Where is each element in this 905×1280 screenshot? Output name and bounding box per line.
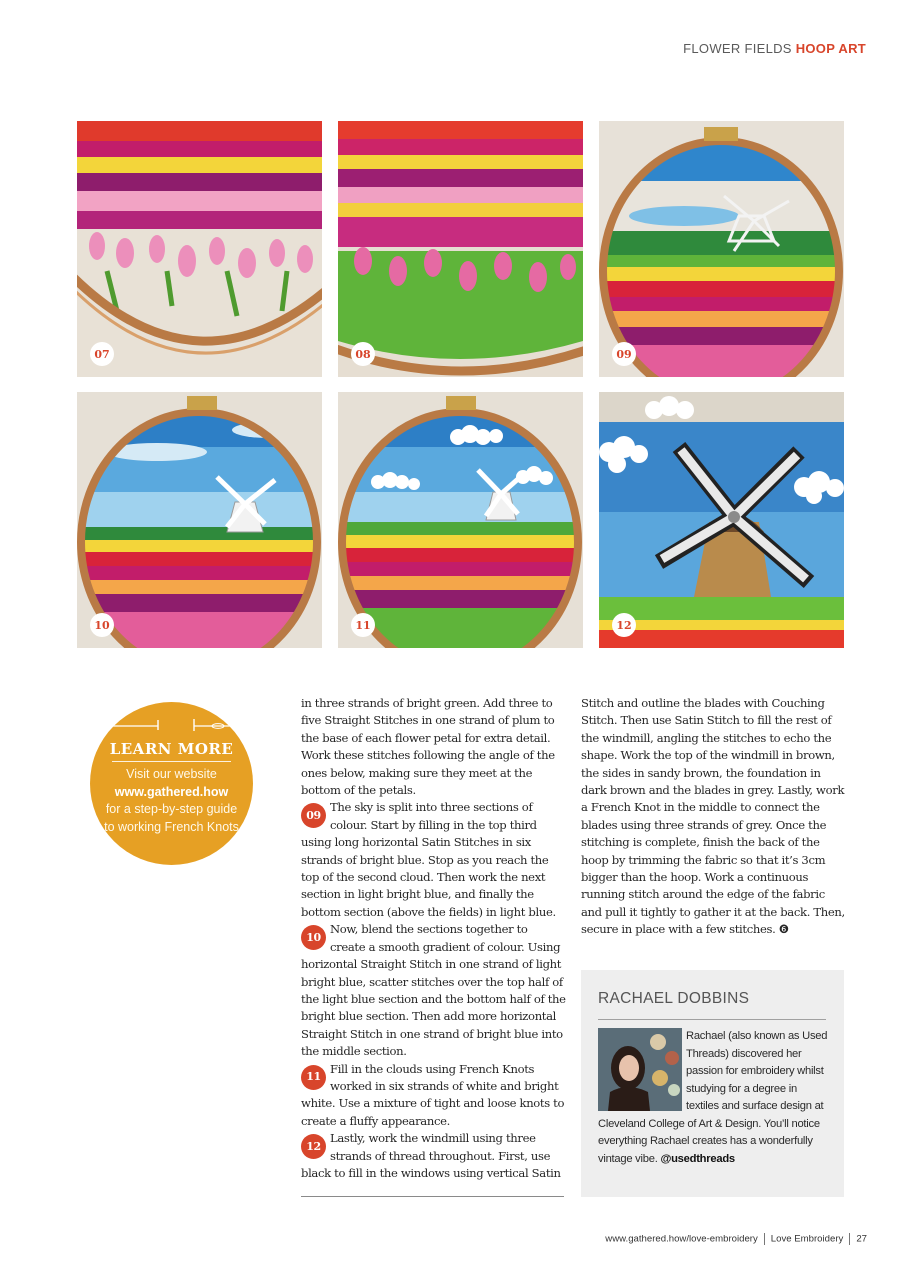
footer-url[interactable]: www.gathered.how/love-embroidery (605, 1233, 758, 1245)
learn-more-line1: Visit our website (126, 767, 217, 781)
step-09-paragraph (301, 799, 566, 921)
step-badge: 07 (90, 342, 114, 366)
divider (301, 1196, 564, 1197)
end-mark-icon: ❻ (778, 922, 789, 937)
step-number-badge: 11 (301, 1065, 326, 1090)
author-bio-paragraph: Rachael (also known as Used Threads) discovered her passion for embroidery whilst studying for a degree in textiles and surface design at Cleveland College of Art & Design. You’ll notice everything Rachael creates has a wonderfully vintage vibe. (598, 1030, 828, 1165)
step-12-continued (581, 695, 847, 939)
needle-icon (108, 716, 238, 734)
step-photo-09 (599, 121, 844, 377)
step-badge: 11 (351, 613, 375, 637)
step-11-paragraph (301, 1061, 566, 1131)
step-photo-12 (599, 392, 844, 648)
step-number-badge: 10 (301, 925, 326, 950)
divider (112, 761, 231, 762)
learn-more-callout (90, 702, 253, 865)
learn-more-body (100, 766, 243, 836)
step-photo-08 (338, 121, 583, 377)
author-name: RACHAEL DOBBINS (598, 990, 750, 1007)
step-09-text: The sky is split into three sections of colour. Start by filling in the top third using long horizontal Satin Stitches in six strands of bright blue. Stop as you reach the top of the second cloud. Then work the next section in light bright blue, and finally the bottom section (above the fields) in light blue. (301, 800, 556, 919)
author-handle[interactable]: @usedthreads (660, 1152, 735, 1165)
step-11-text: Fill in the clouds using French Knots worked in six strands of white and bright white. Use a mixture of tight and loose knots to create a fluffy appearance. (301, 1061, 565, 1128)
step-photo-07 (77, 121, 322, 377)
article-intro: in three strands of bright green. Add three to five Straight Stitches in one strand of plum to the base of each flower petal for extra detail. Work these stitches following the angle of the ones below, making sure they meet at the bottom of the petals. (301, 696, 555, 798)
step-photo-11 (338, 392, 583, 648)
article-column-middle (301, 695, 566, 1182)
step-badge: 08 (351, 342, 375, 366)
step-badge: 12 (612, 613, 636, 637)
article-column-right (581, 695, 847, 939)
running-header (683, 41, 866, 56)
step-number-badge: 09 (301, 803, 326, 828)
learn-more-link[interactable]: www.gathered.how (114, 784, 229, 799)
step-12-text: Lastly, work the windmill using three strands of thread throughout. First, use black to fill in the windows using vertical Satin (301, 1131, 561, 1180)
page-number: 27 (856, 1233, 867, 1245)
section-label: FLOWER FIELDS (683, 41, 792, 56)
step-10-text: Now, blend the sections together to create a smooth gradient of colour. Using horizontal Straight Stitch in one strand of light bright blue, scatter stitches over the top half of the light blue section and the bottom half of the bright blue section. Then add more horizontal Straight Stitch in one strand of bright blue into the middle section. (301, 922, 566, 1059)
author-bio-box (581, 970, 844, 1197)
step-number-badge: 12 (301, 1134, 326, 1159)
step-photo-10 (77, 392, 322, 648)
step-10-paragraph (301, 921, 566, 1060)
learn-more-line2: for a step-by-step guide to working French Knots (104, 802, 239, 834)
magazine-name: Love Embroidery (770, 1233, 844, 1245)
step-12-continued-text: Stitch and outline the blades with Couching Stitch. Then use Satin Stitch to fill the rest of the windmill, angling the stitches to echo the shape. Work the top of the windmill in brown, the sides in sandy brown, the foundation in dark brown and the blades in grey. Lastly, work a French Knot in the middle to connect the blades using three strands of grey. Once the stitching is complete, finish the back of the hoop by trimming the fabric so that it’s 3cm bigger than the hoop. Work a continuous running stitch around the edge of the fabric and pull it tightly to gather it at the back. Then, secure in place with a few stitches. (581, 696, 845, 937)
step-badge: 10 (90, 613, 114, 637)
learn-more-title: LEARN MORE (109, 740, 234, 758)
section-title: HOOP ART (795, 41, 866, 56)
step-badge: 09 (612, 342, 636, 366)
divider (598, 1019, 826, 1020)
divider (849, 1233, 850, 1245)
divider (764, 1233, 765, 1245)
author-bio-text (598, 1028, 830, 1168)
step-12-paragraph (301, 1130, 566, 1182)
page-footer (605, 1233, 867, 1245)
